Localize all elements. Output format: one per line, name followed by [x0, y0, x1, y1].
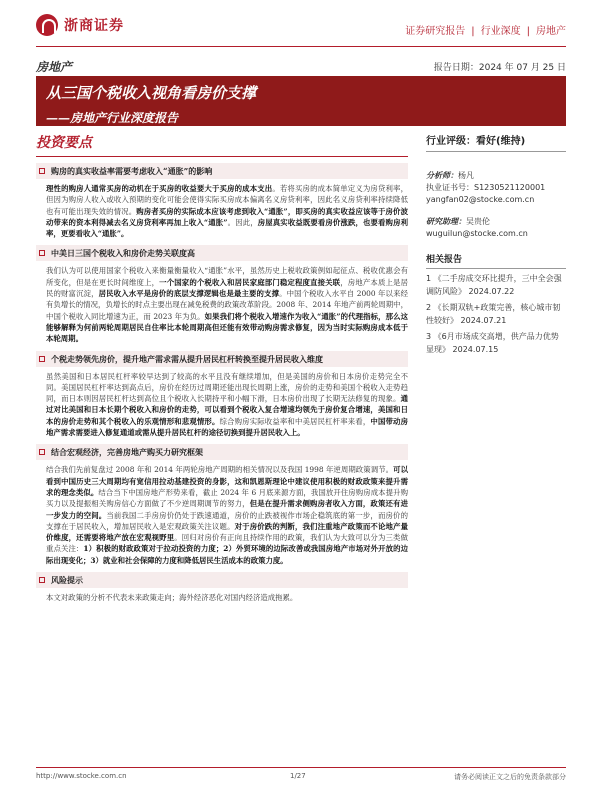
- emphasis-text: 可以看到中国历史三大周期均有宽信用拉动基建投资的身影，这和凯恩斯理论中建议使用积极的财政政策来提升需求的理念类似。: [46, 465, 408, 497]
- related-report-item[interactable]: 3 《6月市场成交高增，供产品力优势显现》 2024.07.15: [426, 332, 559, 354]
- section-title: 中美日三国个税收入和房价走势关联度高: [51, 248, 195, 259]
- header-divider: [36, 46, 566, 47]
- sidebar: [426, 132, 566, 360]
- section-heading: [36, 572, 408, 588]
- emphasis-text: 居民收入水平是房价的底层支撑逻辑也是最主要的支撑: [98, 289, 280, 299]
- investment-highlights: [36, 132, 408, 603]
- logo-icon: [36, 14, 58, 36]
- page-header: [0, 0, 600, 56]
- highlights-sections: [36, 163, 408, 603]
- bullet-square-icon: [39, 168, 45, 174]
- assistant-email[interactable]: wuguilun@stocke.com.cn: [426, 229, 528, 238]
- body-text: 。因此，: [227, 217, 258, 227]
- body-text: 。若将买房的成本简单定义为房贷利率，但因为购房人收入或收入预期的变化可能会使得实际买房成本偏离名义房贷利率，因此名义房贷利率持续降低也有可能出现失效的情况。: [46, 184, 408, 216]
- report-title: 从三国个税收入视角看房价支撑: [46, 84, 257, 102]
- tag-separator: |: [471, 26, 475, 37]
- section-title: 风险提示: [51, 575, 83, 586]
- emphasis-text: 通过对比美国和日本长期个税收入和房价的走势，可以看到个税收入复合增速均领先于房价复合增速，美国和日本的房价走势和其个税收入的乐观情形和悲观情形。: [46, 394, 408, 426]
- body-text: 结合我们先前复盘过 2008 年和 2014 年两轮房地产周期的相关情况以及我国 1998 年逆周期政策调节。: [46, 465, 394, 475]
- section-heading: [36, 444, 408, 460]
- section-paragraph: [36, 464, 408, 566]
- assistant-name: 吴贵伦: [466, 217, 490, 226]
- related-reports-list: [426, 273, 566, 356]
- logo-text: 浙商证券: [64, 18, 124, 34]
- section-heading: [36, 351, 408, 367]
- bullet-square-icon: [39, 250, 45, 256]
- tag-separator: |: [526, 26, 530, 37]
- footer-divider: [36, 767, 566, 768]
- emphasis-text: 房屋真实收益既要看房价涨跌，也要看购房利率，更要看收入“通胀”。: [46, 217, 408, 239]
- emphasis-text: 如果我们将个税收入增速作为收入“通胀”的代理指标，那么这能够解释为何前两轮周期居民自住率比本轮周期高但还能有效带动购房需求修复，因为当时实际购房成本低于本轮周期。: [46, 311, 408, 344]
- emphasis-text: ，即买房的真实收益应该等于房价波动带来的资本利得减去名义房贷利率再加上收入“通胀”: [46, 206, 408, 227]
- industry-label: 房地产: [36, 60, 73, 74]
- body-text: 。中国个税收入水平自 2000 年以来经有负增长的情况，负增长的时点主要出现在减免税费的政策改革阶段。2008 年、2014 年地产前两轮周期中，中国个税收入同比增速为正，而 2023 年为负。: [46, 289, 408, 321]
- body-text: 本文对政策的分析不代表未来政策走向；海外经济恶化对国内经济造成拖累。: [46, 593, 298, 603]
- report-date: 报告日期：2024 年 07 月 25 日: [433, 63, 566, 73]
- body-text: 结合当下中国房地产形势来看，截止 2024 年 6 月底来源方面，我国放开住房购房成本提升购买力以及提振相关购房信心方面做了不少逆周期调节的努力，: [46, 487, 408, 509]
- rating-label: 行业评级：: [426, 136, 476, 147]
- section-heading: [36, 163, 408, 179]
- emphasis-text: 但是在提升需求侧购房者收入方面，政策还有进一步发力的空间。: [46, 499, 408, 520]
- section-title: 结合宏观经济，完善房地产购买力研究框架: [51, 447, 203, 458]
- body-text: 我们认为可以使用国家个税收入来衡量衡量收入“通胀”水平，虽然历史上税收政策例如起征点、税收优惠会有所变化，但是在更长时间维度上，: [46, 266, 408, 287]
- emphasis-text: 1）积极的财政政策对于拉动投资的力度；2）外贸环境的边际改善或我国房地产市场对外开放的边际出现变化；3）就业和社会保障的力度和降低居民生活成本的政策力度。: [46, 544, 408, 565]
- section-paragraph: [36, 265, 408, 344]
- emphasis-text: 购房者买房的实际成本应该考虑到收入“通胀”: [136, 206, 288, 216]
- emphasis-text: 中国带动房地产需求需要进入修复通道或需从提升居民杠杆的途径切换到提升居民收入上。: [46, 416, 408, 438]
- related-reports-heading: 相关报告: [426, 252, 566, 269]
- analyst-name: 杨凡: [458, 171, 474, 180]
- section-paragraph: [36, 371, 408, 439]
- tag-industry: 房地产: [536, 26, 566, 37]
- body-text: 综合购房实际收益率和中美居民杠杆率来看，: [219, 416, 371, 426]
- bullet-square-icon: [39, 577, 45, 583]
- related-report-item[interactable]: 1 《二手房成交环比提升，三中全会强调防风险》 2024.07.22: [426, 274, 562, 296]
- header-tags: [405, 22, 566, 37]
- emphasis-text: 对于房价跌的判断，我们注重地产政策而不论地产量价维度，还需要将地产放在宏观视野里: [46, 521, 408, 543]
- company-logo: [36, 14, 124, 36]
- report-subtitle: ——房地产行业深度报告: [46, 111, 179, 125]
- section-title: 购房的真实收益率需要考虑收入“通胀”的影响: [51, 166, 213, 176]
- page-number: 1/27: [290, 772, 306, 780]
- analyst-block: [426, 170, 566, 240]
- analyst-role: 分析师：: [426, 171, 458, 180]
- analyst-cert: 执业证书号：S1230521120001: [426, 183, 546, 192]
- emphasis-text: 理性的购房人通常买房的动机在于买房的收益要大于买房的成本支出: [46, 184, 273, 193]
- tag-depth: 行业深度: [480, 26, 521, 37]
- highlights-heading: 投资要点: [36, 132, 408, 157]
- bullet-square-icon: [39, 449, 45, 455]
- bullet-square-icon: [39, 356, 45, 362]
- title-banner: [36, 76, 566, 126]
- body-text: ，房地产本质上是居民的财富沉淀，: [46, 277, 408, 299]
- body-text: 。回归对房价有正向且持续作用的政策，我们认为大致可以分为三类做重点关注：: [46, 533, 408, 554]
- body-text: 当前我国二手房房价仍处于跌速通道，房价的止跌被视作市场企稳筑底的第一步，而房价的支撑在于居民收入，增加居民收入是宏观政策关注议题。: [46, 510, 408, 531]
- related-report-item[interactable]: 2 《长期双轨+政策完善，核心城市韧性较好》 2024.07.21: [426, 303, 561, 325]
- analyst-email[interactable]: yangfan02@stocke.com.cn: [426, 195, 535, 204]
- section-paragraph: [36, 592, 408, 603]
- section-paragraph: [36, 183, 408, 239]
- body-text: 虽然美国和日本居民杠杆率较早达到了较高的水平且没有继续增加，但是美国的房价和日本房价走势完全不同。美国居民杠杆率达到高点后，房价在经历过周期还能出现长周期上涨，房价的走势和美国个税收入走势趋同，而日本则因居民杠杆达到高位且个税收入长期持平和小幅下滑，日本房价出现了长期无法修复的现象。: [46, 371, 408, 404]
- assistant-role: 研究助理：: [426, 217, 466, 226]
- footer-url[interactable]: http://www.stocke.com.cn: [36, 772, 127, 780]
- section-title: 个税走势领先房价，提升地产需求需从提升居民杠杆转换至提升居民收入维度: [51, 353, 323, 364]
- disclaimer-note: 请务必阅读正文之后的免责条款部分: [454, 773, 566, 781]
- section-heading: [36, 245, 408, 261]
- emphasis-text: 一个国家的个税收入和居民家庭部门稳定程度直接关联: [159, 277, 341, 287]
- tag-report-type: 证券研究报告: [405, 26, 466, 37]
- industry-rating: [426, 132, 566, 152]
- rating-value: 看好(维持): [476, 136, 526, 147]
